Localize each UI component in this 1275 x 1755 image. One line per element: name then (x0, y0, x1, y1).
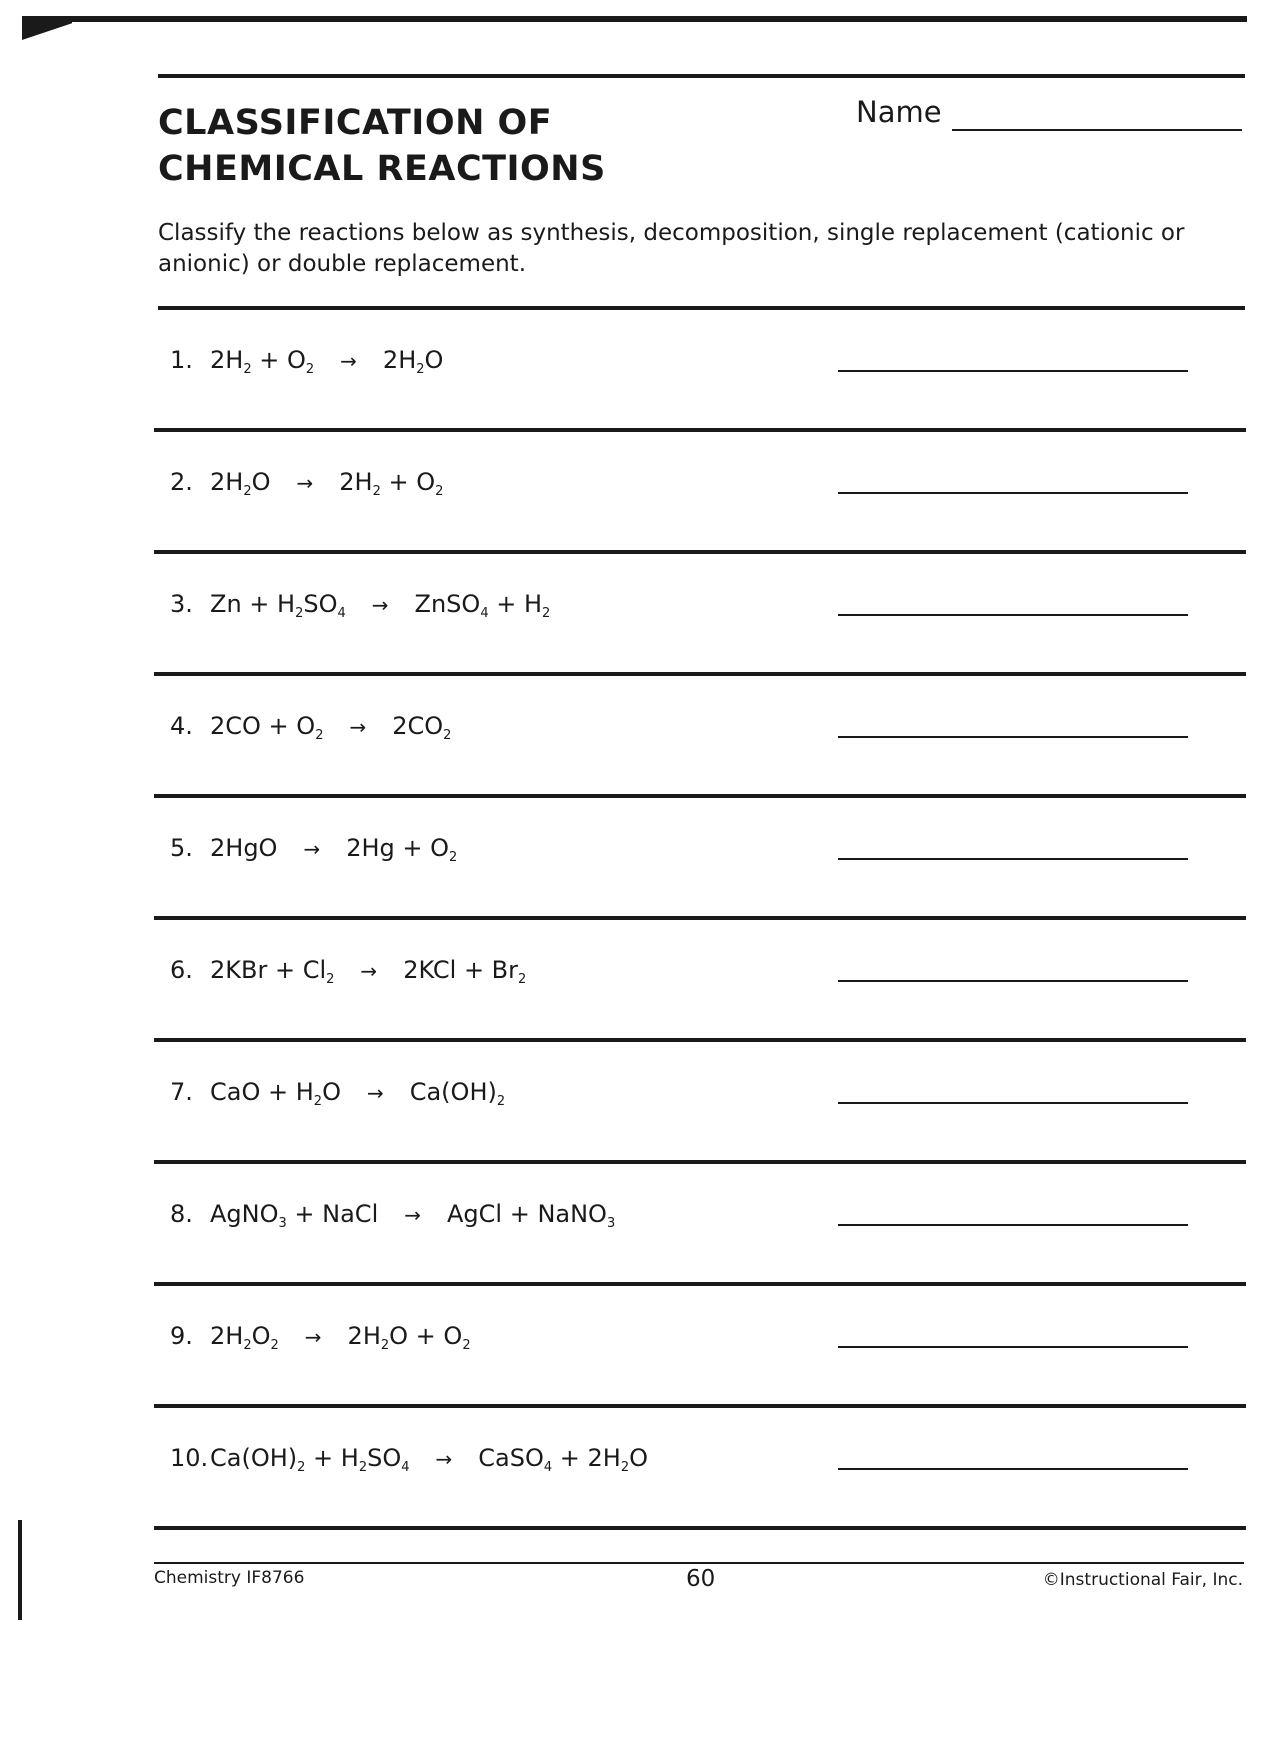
reaction-equation (170, 1078, 506, 1109)
reaction-equation (170, 956, 527, 987)
subscript: 2 (243, 1338, 252, 1353)
reaction-number: 3. (170, 590, 193, 618)
reaction-arrow: → (371, 593, 389, 617)
formula-text: 2HgO (210, 834, 278, 862)
subscript: 2 (380, 1338, 390, 1353)
reaction-number: 10. (170, 1444, 209, 1472)
reaction-arrow: → (340, 349, 357, 373)
top-border-bar (22, 16, 1247, 22)
formula-text: + 2H (552, 1444, 621, 1472)
reaction-equation (170, 1200, 616, 1231)
formula-text: + NaCl (286, 1200, 379, 1228)
formula-text: AgCl + NaNO (447, 1200, 607, 1228)
subscript: 2 (435, 484, 444, 499)
reaction-row (154, 432, 1246, 554)
subscript: 2 (313, 1094, 323, 1109)
formula-text: O (629, 1444, 649, 1472)
header-rule (158, 74, 1245, 78)
footer-book-code: Chemistry IF8766 (154, 1568, 305, 1588)
row-divider (154, 1526, 1246, 1530)
subscript: 2 (443, 728, 452, 743)
formula-text: O (251, 1322, 271, 1350)
reaction-arrow: → (366, 1081, 384, 1105)
formula-text: O (424, 346, 444, 374)
subscript: 2 (243, 362, 252, 377)
title-line-1: CLASSIFICATION OF (158, 103, 553, 143)
margin-mark (18, 1520, 22, 1620)
reaction-number: 6. (170, 956, 193, 984)
reaction-row (154, 1286, 1246, 1408)
subscript: 2 (542, 606, 551, 621)
name-blank-line[interactable] (952, 129, 1242, 131)
subscript: 2 (416, 362, 425, 377)
formula-text: Ca(OH) (210, 1444, 298, 1472)
reaction-arrow: → (360, 959, 378, 983)
formula-text: + H (305, 1444, 359, 1472)
subscript: 3 (606, 1216, 616, 1231)
reaction-row (154, 1164, 1246, 1286)
reaction-number: 7. (170, 1078, 193, 1106)
formula-text: 2H (339, 468, 373, 496)
answer-blank-line[interactable] (838, 492, 1188, 494)
answer-blank-line[interactable] (838, 1468, 1188, 1470)
reaction-equation (170, 346, 444, 377)
reaction-equation (170, 590, 551, 621)
reaction-arrow: → (349, 715, 367, 739)
reaction-equation (170, 1444, 649, 1475)
subscript: 2 (297, 1460, 306, 1475)
reaction-row (154, 798, 1246, 920)
reaction-number: 2. (170, 468, 193, 496)
subscript: 2 (449, 850, 458, 865)
subscript: 2 (326, 972, 335, 987)
answer-blank-line[interactable] (838, 980, 1188, 982)
formula-text: SO (303, 590, 338, 618)
reaction-arrow: → (304, 1325, 322, 1349)
formula-text: SO (367, 1444, 402, 1472)
page-number: 60 (686, 1566, 716, 1592)
reaction-arrow: → (435, 1447, 453, 1471)
formula-text: 2H (210, 468, 244, 496)
reaction-row (154, 554, 1246, 676)
formula-text: Ca(OH) (409, 1078, 497, 1106)
formula-text: 2Hg + O (346, 834, 450, 862)
formula-text: 2H (347, 1322, 381, 1350)
formula-text: 2H (210, 346, 244, 374)
subscript: 2 (620, 1460, 630, 1475)
subscript: 2 (243, 484, 252, 499)
instructions: Classify the reactions below as synthesis, decomposition, single replacement (cationic or anionic) or double replacement. (158, 220, 1185, 277)
subscript: 2 (305, 362, 315, 377)
reaction-number: 4. (170, 712, 193, 740)
subscript: 4 (337, 606, 346, 621)
footer-copyright: ©Instructional Fair, Inc. (1042, 1570, 1243, 1590)
reaction-arrow: → (296, 471, 314, 495)
reaction-row (154, 1408, 1246, 1530)
name-field[interactable] (856, 95, 1246, 135)
formula-text: ZnSO (414, 590, 481, 618)
formula-text: 2H (382, 346, 417, 374)
formula-text: 2CO (392, 712, 444, 740)
reaction-equation (170, 468, 444, 499)
top-border-tab (22, 16, 72, 40)
formula-text: 2KBr + Cl (210, 956, 327, 984)
formula-text: CaO + H (210, 1078, 314, 1106)
reaction-row (154, 1042, 1246, 1164)
subscript: 2 (518, 972, 527, 987)
formula-text: 2CO + O (210, 712, 316, 740)
reaction-arrow: → (404, 1203, 421, 1227)
answer-blank-line[interactable] (838, 736, 1188, 738)
reaction-number: 5. (170, 834, 193, 862)
reaction-number: 1. (170, 346, 193, 374)
subscript: 2 (496, 1094, 506, 1109)
formula-text: AgNO (210, 1200, 279, 1228)
subscript: 2 (295, 606, 304, 621)
subscript: 4 (401, 1460, 410, 1475)
formula-text: 2KCl + Br (403, 956, 519, 984)
answer-blank-line[interactable] (838, 614, 1188, 616)
subscript: 2 (358, 1460, 368, 1475)
subscript: 2 (372, 484, 381, 499)
answer-blank-line[interactable] (838, 1102, 1188, 1104)
reaction-arrow: → (303, 837, 321, 861)
subscript: 2 (315, 728, 324, 743)
reaction-row (154, 676, 1246, 798)
subscript: 2 (270, 1338, 279, 1353)
worksheet-title (158, 100, 606, 192)
formula-text: + H (488, 590, 543, 618)
subscript: 2 (462, 1338, 471, 1353)
title-line-2: CHEMICAL REACTIONS (158, 149, 606, 189)
subscript: 4 (480, 606, 489, 621)
formula-text: + O (380, 468, 436, 496)
formula-text: + O (251, 346, 306, 374)
reaction-equation (170, 712, 452, 743)
answer-blank-line[interactable] (838, 858, 1188, 860)
reaction-equation (170, 834, 458, 865)
reaction-number: 8. (170, 1200, 193, 1228)
formula-text: Zn + H (210, 590, 296, 618)
formula-text: O (251, 468, 271, 496)
formula-text: 2H (210, 1322, 244, 1350)
reaction-row (154, 920, 1246, 1042)
reaction-equation (170, 1322, 471, 1353)
name-label: Name (856, 95, 942, 129)
subscript: 3 (278, 1216, 287, 1231)
reaction-number: 9. (170, 1322, 193, 1350)
formula-text: CaSO (478, 1444, 544, 1472)
formula-text: O + O (389, 1322, 463, 1350)
answer-blank-line[interactable] (838, 1224, 1188, 1226)
formula-text: O (322, 1078, 341, 1106)
answer-blank-line[interactable] (838, 1346, 1188, 1348)
footer-rule (154, 1562, 1244, 1564)
subscript: 4 (543, 1460, 553, 1475)
reaction-row (154, 310, 1246, 432)
answer-blank-line[interactable] (838, 370, 1188, 372)
